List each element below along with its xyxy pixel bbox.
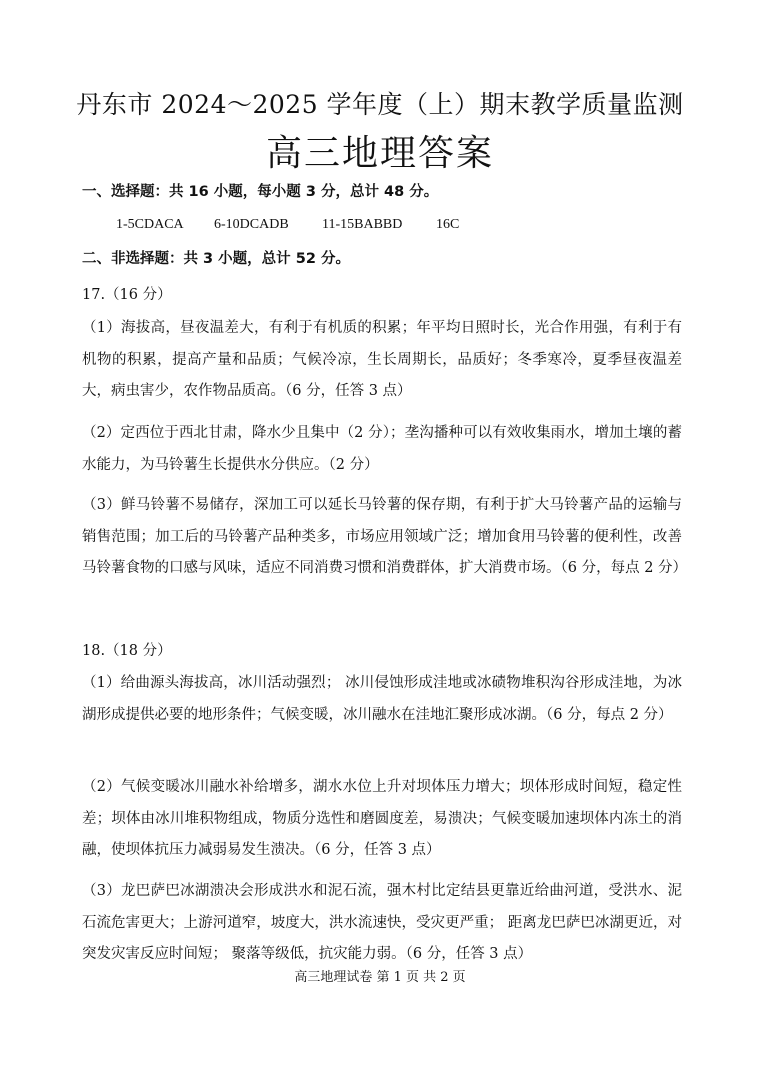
answer-group-1-5: 1-5CDACA [116,217,184,232]
page-footer: 高三地理试卷 第 1 页 共 2 页 [294,970,466,985]
question-17-part-2: （2）定西位于西北甘肃，降水少且集中（2 分）；垄沟播种可以有效收集雨水，增加土壤的蓄水能力，为马铃薯生长提供水分供应。（2 分） [82,425,682,473]
section-nonchoice-heading: 二、非选择题：共 3 小题，总计 52 分。 [82,251,350,267]
question-18-part-2: （2）气候变暖冰川融水补给增多，湖水水位上升对坝体压力增大；坝体形成时间短，稳定性差；坝体由冰川堆积物组成，物质分选性和磨圆度差，易溃决；气候变暖加速坝体内冻土的消融，使坝体抗压力减弱易发生溃决。（6 分，任答 3 点） [82,779,682,858]
exam-title: 丹东市 2024～2025 学年度（上）期末教学质量监测 [76,90,684,119]
page-title: 高三地理答案 [265,133,494,174]
question-17-part-3: （3）鲜马铃薯不易储存，深加工可以延长马铃薯的保存期，有利于扩大马铃薯产品的运输与销售范围；加工后的马铃薯产品种类多，市场应用领域广泛；增加食用马铃薯的便利性，改善马铃薯食物的口感与风味，适应不同消费习惯和消费群体，扩大消费市场。（6 分，每点 2 分） [82,497,688,576]
section-choice-heading: 一、选择题：共 16 小题，每小题 3 分，总计 48 分。 [82,184,439,200]
question-18-part-1: （1）给曲源头海拔高，冰川活动强烈； 冰川侵蚀形成洼地或冰碛物堆积沟谷形成洼地，为冰湖形成提供必要的地形条件；气候变暖，冰川融水在洼地汇聚形成冰湖。（6 分，每点 2 分） [82,675,682,723]
question-17-part-1: （1）海拔高，昼夜温差大，有利于有机质的积累；年平均日照时长，光合作用强，有利于有机物的积累，提高产量和品质；气候冷凉，生长周期长，品质好；冬季寒冷，夏季昼夜温差大，病虫害少，农作物品质高。（6 分，任答 3 点） [82,320,682,399]
question-18-heading: 18.（18 分） [82,643,172,659]
answer-group-11-15: 11-15BABBD [322,217,403,232]
question-18-part-3: （3）龙巴萨巴冰湖溃决会形成洪水和泥石流，强木村比定结县更靠近给曲河道，受洪水、泥石流危害更大；上游河道窄，坡度大，洪水流速快，受灾更严重； 距离龙巴萨巴冰湖更近，对突发灾害反应时间短； 聚落等级低，抗灾能力弱。（6 分，任答 3 点） [82,883,682,962]
question-17-heading: 17.（16 分） [82,287,172,303]
answer-group-6-10: 6-10DCADB [214,217,289,232]
answer-group-16: 16C [436,217,460,232]
